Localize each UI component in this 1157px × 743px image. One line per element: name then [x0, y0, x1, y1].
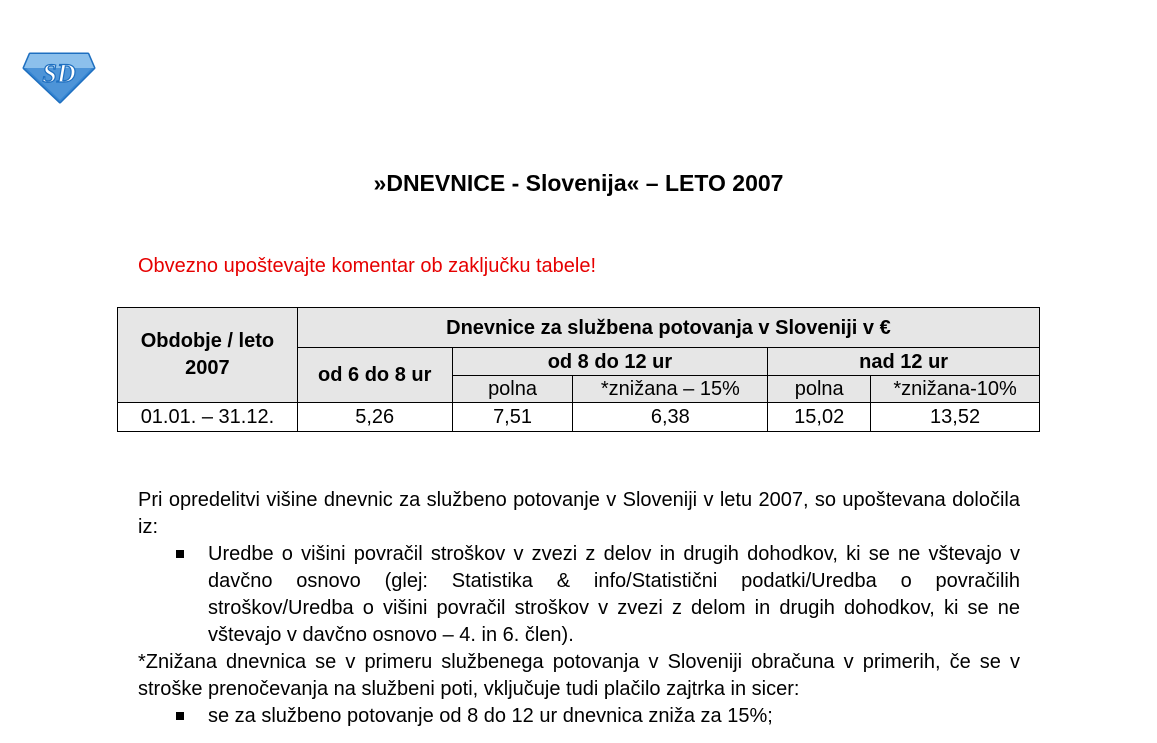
reduced-note-paragraph: *Znižana dnevnica se v primeru službenega potovanja v Sloveniji obračuna v primerih, če se v stroške prenočevanja na službeni poti, vključuje tudi plačilo zajtrka in sicer:	[138, 651, 1020, 700]
value-12-reduced: 13,52	[871, 403, 1040, 432]
list-item: se za službeno potovanje od 8 do 12 ur dnevnica zniža za 15%;	[138, 703, 1020, 730]
regulation-list	[138, 541, 1020, 649]
intro-paragraph: Pri opredelitvi višine dnevnic za službeno potovanje v Sloveniji v letu 2007, so upoštevana določila iz:	[138, 489, 1020, 538]
value-8-12-reduced: 6,38	[573, 403, 768, 432]
per-diem-table	[117, 307, 1040, 432]
subheader-reduced-15: *znižana – 15%	[573, 376, 768, 403]
subheader-full-12: polna	[768, 376, 871, 403]
reduction-list	[138, 703, 1020, 730]
header-8-12-hours: od 8 do 12 ur	[452, 348, 768, 376]
header-6-8-hours: od 6 do 8 ur	[297, 348, 452, 403]
header-over-12-hours: nad 12 ur	[768, 348, 1040, 376]
sd-diamond-logo-icon	[22, 48, 96, 104]
value-8-12-full: 7,51	[452, 403, 573, 432]
subheader-full-8-12: polna	[452, 376, 573, 403]
explanation-text	[138, 487, 1020, 730]
subheader-reduced-10: *znižana-10%	[871, 376, 1040, 403]
list-item: Uredbe o višini povračil stroškov v zvezi z delov in drugih dohodkov, ki se ne vštevajo v davčno osnovo (glej: Statistika & info/Statistični podatki/Uredba o povračilih stroškov/Uredba o višini povračil stroškov v zvezi z delom in drugih dohodkov, ki se ne vštevajo v davčno osnovo – 4. in 6. člen).	[138, 541, 1020, 649]
main-header: Dnevnice za službena potovanja v Sloveniji v €	[297, 308, 1039, 348]
period-header: Obdobje / leto 2007	[118, 308, 298, 403]
value-6-8: 5,26	[297, 403, 452, 432]
bullet-icon	[176, 712, 184, 720]
warning-note: Obvezno upoštevajte komentar ob zaključku tabele!	[138, 255, 597, 277]
row-period: 01.01. – 31.12.	[118, 403, 298, 432]
logo-lettering: SD	[42, 59, 76, 88]
bullet-icon	[176, 550, 184, 558]
value-12-full: 15,02	[768, 403, 871, 432]
page-title: »DNEVNICE - Slovenija« – LETO 2007	[373, 170, 784, 196]
